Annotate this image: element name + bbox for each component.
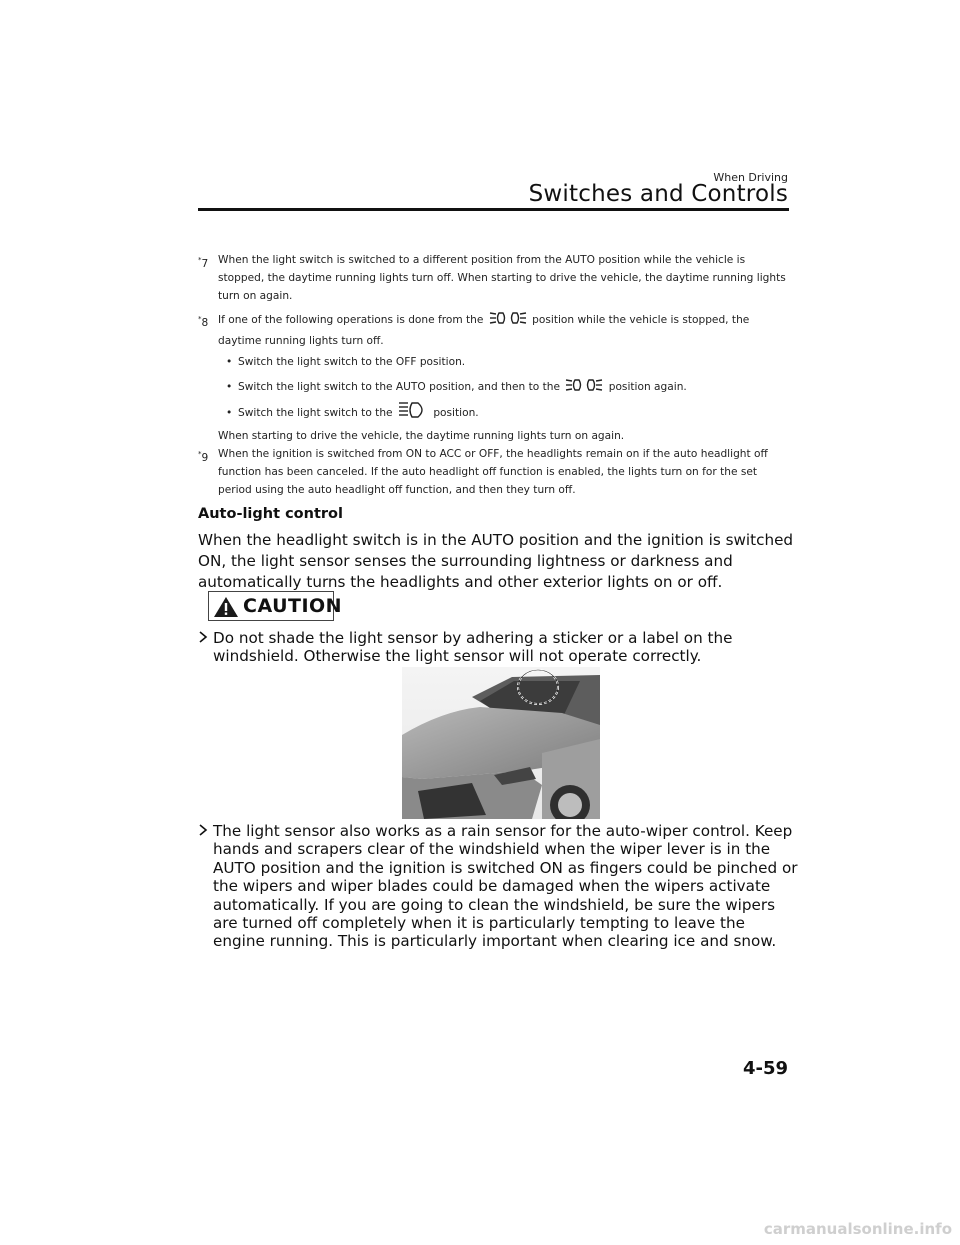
caution-box: [208, 591, 343, 621]
footnote-text: When the ignition is switched from ON to ACC or OFF, the headlights remain on if the auto headlight off function has been canceled. If the auto headlight off function is enabled, the lights turn on for the set period using the auto headlight off function, and then they turn off.: [218, 448, 768, 496]
parking-light-icon: [489, 310, 527, 332]
section-body: When the headlight switch is in the AUTO position and the ignition is switched ON, the light sensor senses the surrounding lightness or darkness and automatically turns the headlights and other exterior lights on or off.: [198, 531, 794, 591]
parking-light-icon: [565, 377, 603, 399]
section-label: When Driving: [713, 171, 788, 184]
caution-item: Do not shade the light sensor by adhering a sticker or a label on the windshield. Otherwise the light sensor will not operate correctly.: [198, 629, 798, 666]
list-item: • Switch the light switch to the AUTO position, and then to the position again.: [226, 377, 687, 399]
caution-label: CAUTION: [243, 595, 343, 617]
footnote-marker: *7: [198, 256, 209, 270]
header-rule: [198, 208, 789, 211]
footnote-7: [198, 251, 790, 305]
section-heading: Auto-light control: [198, 506, 343, 522]
footnote-text: If one of the following operations is done from the: [218, 314, 484, 326]
light-sensor-photo: [402, 667, 600, 819]
footnote-8: [198, 310, 790, 350]
footnote-8-after: When starting to drive the vehicle, the daytime running lights turn on again.: [218, 430, 625, 442]
watermark: carmanualsonline.info: [763, 1220, 952, 1238]
footnote-text: When the light switch is switched to a different position from the AUTO position while the vehicle is stopped, the daytime running lights turn off. When starting to drive the vehicle, the daytime running lights turn on again.: [218, 254, 786, 302]
footnote-marker: *9: [198, 450, 209, 464]
page-title: Switches and Controls: [528, 181, 788, 207]
warning-triangle-icon: [213, 596, 239, 622]
footnote-text: position while the vehicle is stopped, the: [532, 314, 750, 326]
footnote-9: [198, 445, 790, 499]
list-item: • Switch the light switch to the OFF position.: [226, 356, 466, 368]
footnote-marker: *8: [198, 315, 209, 329]
page-number: 4-59: [742, 1058, 788, 1079]
headlight-icon: [398, 401, 428, 425]
arrow-bullet-icon: [198, 822, 208, 843]
arrow-bullet-icon: [198, 629, 208, 650]
caution-item: The light sensor also works as a rain sensor for the auto-wiper control. Keep hands and scrapers clear of the windshield when the wiper lever is in the AUTO position and the ignition is switched ON as fingers could be pinched or the wipers and wiper blades could be damaged when the wipers activate automatically. If you are going to clean the windshield, be sure the wipers are turned off completely when it is particularly tempting to leave the engine running. This is particularly important when clearing ice and snow.: [198, 822, 798, 951]
list-item: • Switch the light switch to the position.: [226, 401, 479, 425]
footnote-text: daytime running lights turn off.: [218, 335, 384, 347]
